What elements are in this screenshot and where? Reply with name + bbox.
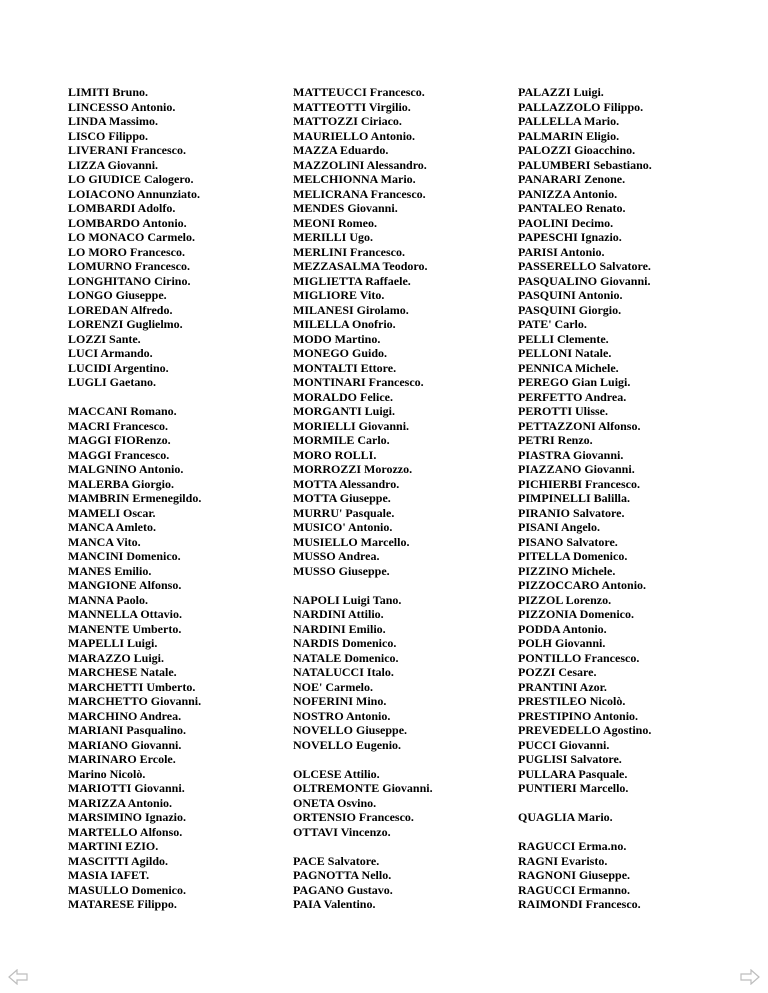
blank-line xyxy=(68,390,283,405)
name-entry: MARCHETTO Giovanni. xyxy=(68,694,202,708)
name-entry: MANES Emilio. xyxy=(68,563,152,578)
blank-line xyxy=(293,839,508,854)
name-entry: PARISI Antonio. xyxy=(518,244,605,259)
name-entry: MENDES Giovanni. xyxy=(293,201,398,215)
name-entry: OLTREMONTE Giovanni. xyxy=(293,781,433,795)
name-entry: PITELLA Domenico. xyxy=(518,549,628,563)
name-entry: MORO ROLLI. xyxy=(293,447,377,462)
name-entry: MAZZOLINI Alessandro. xyxy=(293,157,427,172)
name-entry: LINDA Massimo. xyxy=(68,114,159,128)
name-entry: MUSSO Giuseppe. xyxy=(293,563,390,578)
name-entry: PUCCI Giovanni. xyxy=(518,737,610,752)
name-entry: MASULLO Domenico. xyxy=(68,882,186,897)
blank-line xyxy=(518,825,733,840)
name-entry: LO GIUDICE Calogero. xyxy=(68,172,194,186)
name-entry: MAURIELLO Antonio. xyxy=(293,128,416,143)
name-entry: MANNELLA Ottavio. xyxy=(68,607,182,621)
name-entry: NARDINI Emilio. xyxy=(293,621,386,636)
name-entry: MATTEUCCI Francesco. xyxy=(293,85,425,99)
name-entry: PANIZZA Antonio. xyxy=(518,186,618,201)
name-entry: NOVELLO Eugenio. xyxy=(293,737,402,752)
name-entry: MONTINARI Francesco. xyxy=(293,375,424,389)
name-entry: PAOLINI Decimo. xyxy=(518,215,614,230)
name-entry: LOIACONO Annunziato. xyxy=(68,186,201,201)
name-entry: NOVELLO Giuseppe. xyxy=(293,723,408,737)
name-entry: MOTTA Giuseppe. xyxy=(293,491,391,505)
name-entry: MARCHETTI Umberto. xyxy=(68,679,196,694)
name-entry: MEONI Romeo. xyxy=(293,215,377,230)
name-entry: PUGLISI Salvatore. xyxy=(518,752,622,766)
name-entry: PULLARA Pasquale. xyxy=(518,766,628,781)
name-column-3 xyxy=(518,85,733,912)
name-entry: LIMITI Bruno. xyxy=(68,85,149,99)
name-entry: PASQUINI Antonio. xyxy=(518,288,623,302)
name-entry: MUSSO Andrea. xyxy=(293,549,380,563)
name-entry: LONGO Giuseppe. xyxy=(68,288,167,302)
name-entry: MATTEOTTI Virgilio. xyxy=(293,99,411,114)
name-entry: MASCITTI Agildo. xyxy=(68,853,169,868)
name-entry: PIMPINELLI Balilla. xyxy=(518,491,631,505)
name-entry: PALLAZZOLO Filippo. xyxy=(518,99,644,114)
name-entry: PAPESCHI Ignazio. xyxy=(518,230,622,244)
name-entry: MORALDO Felice. xyxy=(293,389,393,404)
name-entry: MARAZZO Luigi. xyxy=(68,650,165,665)
name-entry: MARINARO Ercole. xyxy=(68,752,176,766)
name-entry: MARIZZA Antonio. xyxy=(68,795,173,810)
name-entry: LINCESSO Antonio. xyxy=(68,99,176,114)
name-entry: PEREGO Gian Luigi. xyxy=(518,375,631,389)
arrow-right-icon xyxy=(740,969,760,985)
name-entry: MARTINI EZIO. xyxy=(68,839,159,853)
name-entry: MUSIELLO Marcello. xyxy=(293,534,410,549)
name-entry: MACCANI Romano. xyxy=(68,404,177,418)
name-entry: PIZZONIA Domenico. xyxy=(518,607,635,621)
name-entry: MARIOTTI Giovanni. xyxy=(68,781,185,795)
name-entry: PASQUALINO Giovanni. xyxy=(518,273,651,288)
name-entry: MARTELLO Alfonso. xyxy=(68,824,183,839)
name-entry: PIAZZANO Giovanni. xyxy=(518,462,635,476)
name-entry: PAGNOTTA Nello. xyxy=(293,868,392,882)
name-entry: MAZZA Eduardo. xyxy=(293,143,389,157)
name-column-1 xyxy=(68,85,283,912)
name-entry: PALAZZI Luigi. xyxy=(518,85,604,99)
name-entry: POLH Giovanni. xyxy=(518,636,606,650)
blank-line xyxy=(293,752,508,767)
name-entry: OLCESE Attilio. xyxy=(293,766,380,781)
name-entry: MILANESI Girolamo. xyxy=(293,302,409,317)
name-entry: MILELLA Onofrio. xyxy=(293,317,396,331)
name-entry: PALUMBERI Sebastiano. xyxy=(518,157,652,172)
name-entry: PALOZZI Gioacchino. xyxy=(518,143,636,157)
name-entry: LISCO Filippo. xyxy=(68,128,149,143)
name-entry: MONTALTI Ettore. xyxy=(293,360,397,375)
name-entry: PELLI Clemente. xyxy=(518,331,609,346)
name-entry: RAGUCCI Erma.no. xyxy=(518,839,627,853)
name-entry: PASQUINI Giorgio. xyxy=(518,302,622,317)
name-entry: MERILLI Ugo. xyxy=(293,230,374,244)
name-entry: MARSIMINO Ignazio. xyxy=(68,810,187,824)
name-entry: MIGLIETTA Raffaele. xyxy=(293,273,411,288)
name-entry: MARCHESE Natale. xyxy=(68,665,177,679)
name-entry: ONETA Osvino. xyxy=(293,795,377,810)
name-entry: MERLINI Francesco. xyxy=(293,244,405,259)
arrow-left-icon xyxy=(8,969,28,985)
name-entry: PELLONI Natale. xyxy=(518,346,612,360)
name-entry: OTTAVI Vincenzo. xyxy=(293,824,391,839)
name-entry: PONTILLO Francesco. xyxy=(518,650,640,665)
name-entry: MALERBA Giorgio. xyxy=(68,476,175,491)
name-entry: MORMILE Carlo. xyxy=(293,433,390,447)
name-entry: MELICRANA Francesco. xyxy=(293,186,426,201)
previous-page-button[interactable] xyxy=(8,969,28,985)
name-entry: MANGIONE Alfonso. xyxy=(68,578,182,592)
name-entry: PAGANO Gustavo. xyxy=(293,882,393,897)
name-entry: MANCA Amleto. xyxy=(68,520,156,534)
name-entry: PIZZOL Lorenzo. xyxy=(518,592,612,607)
name-entry: NOE' Carmelo. xyxy=(293,679,373,694)
name-entry: MATTOZZI Ciriaco. xyxy=(293,114,402,128)
name-entry: PERFETTO Andrea. xyxy=(518,389,627,404)
name-entry: LUCI Armando. xyxy=(68,346,153,360)
name-entry: LOMBARDO Antonio. xyxy=(68,215,187,230)
name-entry: RAGNI Evaristo. xyxy=(518,853,608,868)
name-entry: PISANI Angelo. xyxy=(518,520,601,534)
name-entry: MANCA Vito. xyxy=(68,534,141,549)
name-entry: MAPELLI Luigi. xyxy=(68,636,158,650)
blank-line xyxy=(293,578,508,593)
name-entry: LOMURNO Francesco. xyxy=(68,259,190,273)
name-entry: MIGLIORE Vito. xyxy=(293,288,385,302)
name-entry: LORENZI Guglielmo. xyxy=(68,317,183,331)
name-entry: MANCINI Domenico. xyxy=(68,549,181,563)
name-entry: ORTENSIO Francesco. xyxy=(293,810,414,824)
name-entry: MORIELLI Giovanni. xyxy=(293,418,410,433)
name-entry: LOMBARDI Adolfo. xyxy=(68,201,176,215)
name-entry: LO MORO Francesco. xyxy=(68,244,185,259)
name-entry: NARDINI Attilio. xyxy=(293,607,384,621)
name-entry: MALGNINO Antonio. xyxy=(68,462,184,476)
name-entry: LIZZA Giovanni. xyxy=(68,157,159,172)
name-entry: MARCHINO Andrea. xyxy=(68,708,182,723)
name-entry: PANARARI Zenone. xyxy=(518,172,626,186)
name-entry: LOREDAN Alfredo. xyxy=(68,302,173,317)
name-entry: MAGGI Francesco. xyxy=(68,447,170,462)
name-entry: PREVEDELLO Agostino. xyxy=(518,723,652,737)
name-entry: MELCHIONNA Mario. xyxy=(293,172,416,186)
name-entry: MANNA Paolo. xyxy=(68,592,148,607)
name-entry: PRANTINI Azor. xyxy=(518,679,607,694)
name-entry: MONEGO Guido. xyxy=(293,346,388,360)
name-entry: MOTTA Alessandro. xyxy=(293,476,400,491)
name-entry: RAIMONDI Francesco. xyxy=(518,897,641,911)
name-entry: LO MONACO Carmelo. xyxy=(68,230,195,244)
name-entry: NARDIS Domenico. xyxy=(293,636,397,650)
name-entry: MAMELI Oscar. xyxy=(68,505,156,520)
name-entry: POZZI Cesare. xyxy=(518,665,597,679)
name-entry: NOSTRO Antonio. xyxy=(293,708,391,723)
name-entry: PASSERELLO Salvatore. xyxy=(518,259,651,273)
name-entry: PIRANIO Salvatore. xyxy=(518,505,625,520)
name-entry: PIASTRA Giovanni. xyxy=(518,447,624,462)
name-entry: MUSICO' Antonio. xyxy=(293,520,393,534)
name-entry: MATARESE Filippo. xyxy=(68,897,177,911)
name-entry: MODO Martino. xyxy=(293,331,381,346)
name-entry: LONGHITANO Cirino. xyxy=(68,273,191,288)
name-entry: Marino Nicolò. xyxy=(68,766,146,781)
name-entry: PALMARIN Eligio. xyxy=(518,128,620,143)
name-entry: PRESTILEO Nicolò. xyxy=(518,694,626,708)
name-entry: RAGUCCI Ermanno. xyxy=(518,882,631,897)
name-entry: NAPOLI Luigi Tano. xyxy=(293,592,402,607)
name-entry: PICHIERBI Francesco. xyxy=(518,476,640,491)
name-entry: QUAGLIA Mario. xyxy=(518,810,613,824)
name-entry: MORROZZI Morozzo. xyxy=(293,462,413,476)
name-entry: PETTAZZONI Alfonso. xyxy=(518,418,641,433)
name-entry: MAMBRIN Ermenegildo. xyxy=(68,491,202,505)
name-entry: PALLELLA Mario. xyxy=(518,114,620,128)
name-entry: MORGANTI Luigi. xyxy=(293,404,396,418)
name-entry: PEROTTI Ulisse. xyxy=(518,404,609,418)
name-entry: PODDA Antonio. xyxy=(518,621,607,636)
name-entry: PANTALEO Renato. xyxy=(518,201,626,215)
name-entry: PUNTIERI Marcello. xyxy=(518,781,629,795)
next-page-button[interactable] xyxy=(740,969,760,985)
name-entry: MARIANI Pasqualino. xyxy=(68,723,187,737)
name-entry: PAIA Valentino. xyxy=(293,897,376,911)
blank-line xyxy=(518,796,733,811)
name-entry: NATALE Domenico. xyxy=(293,650,399,665)
name-entry: MEZZASALMA Teodoro. xyxy=(293,259,428,273)
name-column-2 xyxy=(293,85,508,912)
name-entry: PIZZOCCARO Antonio. xyxy=(518,578,647,592)
name-entry: MAGGI FIORenzo. xyxy=(68,433,171,447)
name-entry: LUCIDI Argentino. xyxy=(68,360,169,375)
name-entry: PISANO Salvatore. xyxy=(518,534,618,549)
name-entry: MACRI Francesco. xyxy=(68,418,168,433)
name-entry: NATALUCCI Italo. xyxy=(293,665,394,679)
name-entry: LIVERANI Francesco. xyxy=(68,143,186,157)
name-entry: PIZZINO Michele. xyxy=(518,563,616,578)
name-entry: RAGNONI Giuseppe. xyxy=(518,868,631,882)
name-entry: PATE' Carlo. xyxy=(518,317,587,331)
name-entry: MANENTE Umberto. xyxy=(68,621,182,636)
name-entry: MASIA IAFET. xyxy=(68,868,150,882)
name-entry: PETRI Renzo. xyxy=(518,433,593,447)
name-entry: MURRU' Pasquale. xyxy=(293,505,395,520)
name-entry: LOZZI Sante. xyxy=(68,331,141,346)
name-entry: MARIANO Giovanni. xyxy=(68,737,182,752)
name-entry: NOFERINI Mino. xyxy=(293,694,387,708)
name-entry: PENNICA Michele. xyxy=(518,360,619,375)
name-entry: PRESTIPINO Antonio. xyxy=(518,708,639,723)
name-entry: LUGLI Gaetano. xyxy=(68,375,157,389)
name-entry: PACE Salvatore. xyxy=(293,853,380,868)
